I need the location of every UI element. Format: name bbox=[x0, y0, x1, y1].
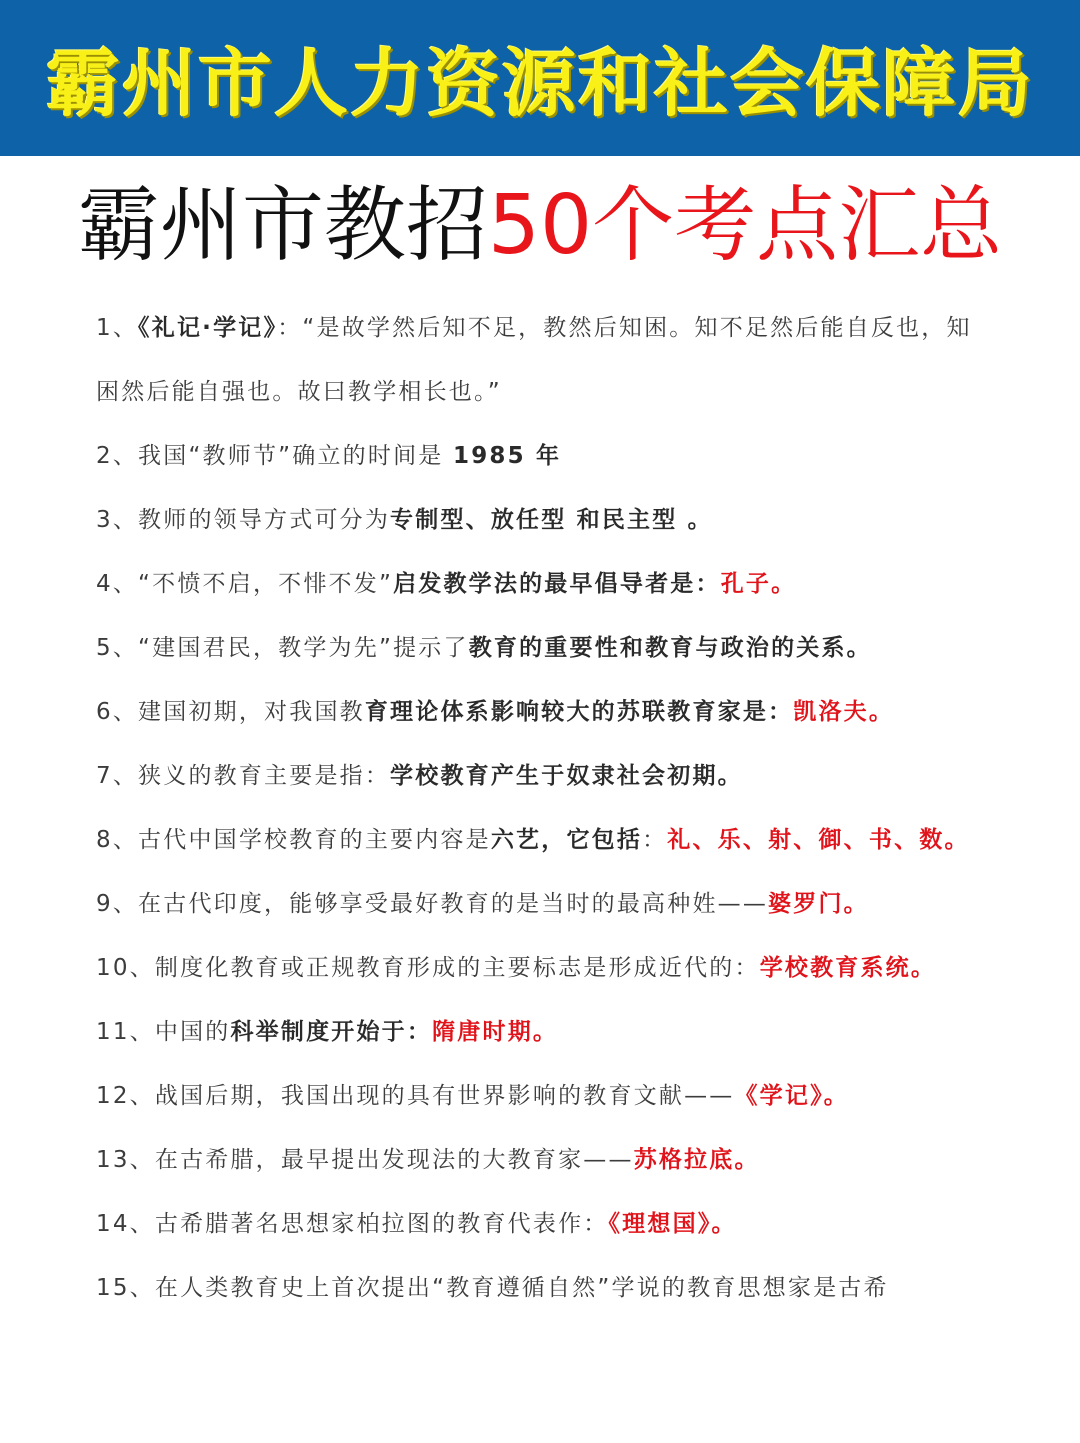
item-answer: 学校教育系统。 bbox=[759, 955, 937, 981]
list-item bbox=[96, 296, 984, 424]
page-title bbox=[0, 156, 1080, 296]
item-text: 中国的 bbox=[154, 1019, 231, 1045]
list-item bbox=[96, 1256, 984, 1320]
item-number: 7、 bbox=[96, 763, 139, 789]
item-answer: 隋唐时期。 bbox=[432, 1019, 559, 1045]
item-text: 制度化教育或正规教育形成的主要标志是形成近代的： bbox=[154, 955, 760, 981]
banner-title: 霸州市人力资源和社会保障局 bbox=[46, 41, 1034, 127]
item-text: 科举制度开始于： bbox=[230, 1019, 433, 1045]
list-item bbox=[96, 744, 984, 808]
list-item bbox=[96, 808, 984, 872]
item-text: 建国初期，对我国教 bbox=[138, 699, 365, 725]
item-answer: 孔子。 bbox=[720, 571, 797, 597]
item-text: 古代中国学校教育的主要内容是 bbox=[138, 827, 491, 853]
item-answer: 婆罗门。 bbox=[768, 891, 869, 917]
item-text: 六艺，它包括 bbox=[490, 827, 643, 853]
item-number: 5、 bbox=[96, 635, 139, 661]
item-text: 教师的领导方式可分为 bbox=[138, 507, 391, 533]
item-text: ：“是故学然后知不足，教然后知困。知不足然后能自反也，知困然后能自强也。故曰教学相长也。” bbox=[96, 315, 972, 405]
item-answer: 礼、乐、射、御、书、数。 bbox=[667, 827, 970, 853]
item-number: 6、 bbox=[96, 699, 139, 725]
item-text: “不愤不启，不悱不发” bbox=[138, 571, 394, 597]
item-text: 我国“教师节”确立的时间是 bbox=[138, 443, 453, 469]
item-answer: 苏格拉底。 bbox=[633, 1147, 760, 1173]
item-number: 15、 bbox=[96, 1275, 155, 1301]
list-item bbox=[96, 1192, 984, 1256]
item-number: 8、 bbox=[96, 827, 139, 853]
item-text: 《礼记·学记》 bbox=[138, 315, 278, 341]
list-item bbox=[96, 552, 984, 616]
list-item bbox=[96, 616, 984, 680]
item-text: 战国后期，我国出现的具有世界影响的教育文献—— bbox=[154, 1083, 735, 1109]
point-list bbox=[0, 296, 1080, 1320]
item-answer: 《学记》。 bbox=[734, 1083, 849, 1109]
item-number: 11、 bbox=[96, 1019, 155, 1045]
item-answer: 1985 年 bbox=[453, 443, 562, 469]
item-answer: 专制型、放任型 和民主型 。 bbox=[390, 507, 713, 533]
list-item bbox=[96, 872, 984, 936]
list-item bbox=[96, 936, 984, 1000]
item-answer: 《理想国》。 bbox=[608, 1211, 737, 1237]
item-number: 1、 bbox=[96, 315, 139, 341]
item-text: 在古代印度，能够享受最好教育的是当时的最高种姓—— bbox=[138, 891, 769, 917]
item-answer: 凯洛夫。 bbox=[793, 699, 895, 725]
item-text: 在古希腊，最早提出发现法的大教育家—— bbox=[154, 1147, 634, 1173]
item-number: 2、 bbox=[96, 443, 139, 469]
item-number: 13、 bbox=[96, 1147, 155, 1173]
item-text: “建国君民，教学为先”提示了 bbox=[138, 635, 469, 661]
item-text: 启发教学法的最早倡导者是： bbox=[393, 571, 721, 597]
item-number: 3、 bbox=[96, 507, 139, 533]
item-text: 古希腊著名思想家柏拉图的教育代表作： bbox=[154, 1211, 609, 1237]
list-item bbox=[96, 680, 984, 744]
item-number: 4、 bbox=[96, 571, 139, 597]
list-item bbox=[96, 1000, 984, 1064]
title-red-part: 50个考点汇总 bbox=[487, 178, 1003, 273]
title-black-part: 霸州市教招 bbox=[77, 178, 488, 273]
item-text: 育理论体系影响较大的苏联教育家是： bbox=[364, 699, 794, 725]
list-item bbox=[96, 1064, 984, 1128]
item-answer: 教育的重要性和教育与政治的关系。 bbox=[468, 635, 872, 661]
item-answer: 学校教育产生于奴隶社会初期。 bbox=[390, 763, 743, 789]
item-number: 14、 bbox=[96, 1211, 155, 1237]
list-item bbox=[96, 424, 984, 488]
item-number: 12、 bbox=[96, 1083, 155, 1109]
item-text: 狭义的教育主要是指： bbox=[138, 763, 391, 789]
item-number: 10、 bbox=[96, 955, 155, 981]
item-text: 在人类教育史上首次提出“教育遵循自然”学说的教育思想家是古希 bbox=[154, 1275, 889, 1301]
item-number: 9、 bbox=[96, 891, 139, 917]
list-item bbox=[96, 1128, 984, 1192]
header-banner bbox=[0, 0, 1080, 156]
item-text: ： bbox=[642, 827, 668, 853]
list-item bbox=[96, 488, 984, 552]
